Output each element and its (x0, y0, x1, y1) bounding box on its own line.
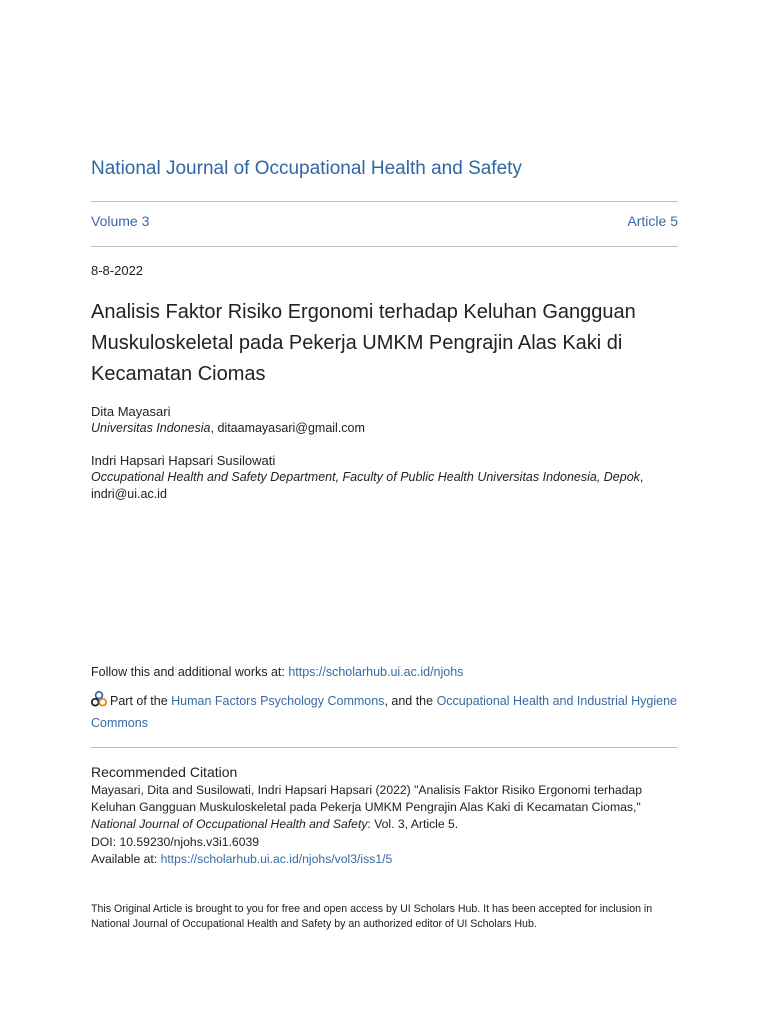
journal-title-link[interactable]: National Journal of Occupational Health and Safety (91, 158, 522, 179)
citation-text: Mayasari, Dita and Susilowati, Indri Hapsari Hapsari (2022) "Analisis Faktor Risiko Ergonomi terhadap Keluhan Gangguan Muskuloskeletal pada Pekerja UMKM Pengrajin Alas Kaki di Kecamatan Ciomas," (91, 783, 642, 815)
follow-line (91, 665, 463, 679)
author-affiliation: Occupational Health and Safety Department, Faculty of Public Health Universitas Indonesia, Depok (91, 470, 640, 484)
part-of-prefix: Part of the (110, 694, 172, 708)
part-of-commons (91, 690, 681, 734)
citation-volume: : Vol. 3, Article 5. (367, 817, 459, 832)
author-email-separator: , (639, 470, 644, 484)
divider (91, 747, 678, 748)
citation-journal: National Journal of Occupational Health and Safety (91, 817, 368, 832)
commons-link-occupational-health[interactable]: Occupational Health and Industrial Hygiene Commons (91, 694, 677, 730)
citation-doi: DOI: 10.59230/njohs.v3i1.6039 (91, 834, 260, 849)
author-email: indri@ui.ac.id (91, 487, 167, 501)
commons-link-human-factors[interactable]: Human Factors Psychology Commons (171, 694, 385, 708)
volume-link[interactable]: Volume 3 (91, 213, 150, 229)
author-name: Dita Mayasari (91, 404, 171, 419)
volume-row (91, 213, 678, 229)
divider (91, 201, 678, 202)
divider (91, 246, 678, 247)
article-link[interactable]: Article 5 (627, 213, 678, 229)
author-1 (91, 403, 678, 437)
article-title: Analisis Faktor Risiko Ergonomi terhadap Keluhan Gangguan Muskuloskeletal pada Pekerja UMKM Pengrajin Alas Kaki di Kecamatan Ciomas (91, 301, 636, 385)
part-of-middle: , and the (384, 694, 437, 708)
recommended-citation (91, 782, 681, 868)
author-affiliation: Universitas Indonesia (91, 421, 211, 435)
publication-date: 8-8-2022 (91, 263, 144, 278)
access-statement: This Original Article is brought to you for free and open access by UI Scholars Hub. It has been accepted for inclusion in National Journal of Occupational Health and Safety by an authorized editor of UI Scholars Hub. (91, 903, 653, 930)
author-name: Indri Hapsari Hapsari Susilowati (91, 453, 276, 468)
follow-link[interactable]: https://scholarhub.ui.ac.id/njohs (288, 665, 464, 679)
recommended-citation-heading: Recommended Citation (91, 764, 238, 780)
follow-text: Follow this and additional works at: (91, 665, 289, 679)
available-at-link[interactable]: https://scholarhub.ui.ac.id/njohs/vol3/iss1/5 (160, 851, 393, 866)
author-email: , ditaamayasari@gmail.com (210, 421, 365, 435)
available-at-label: Available at: (91, 851, 161, 866)
commons-network-icon (91, 691, 107, 707)
author-2 (91, 452, 678, 503)
